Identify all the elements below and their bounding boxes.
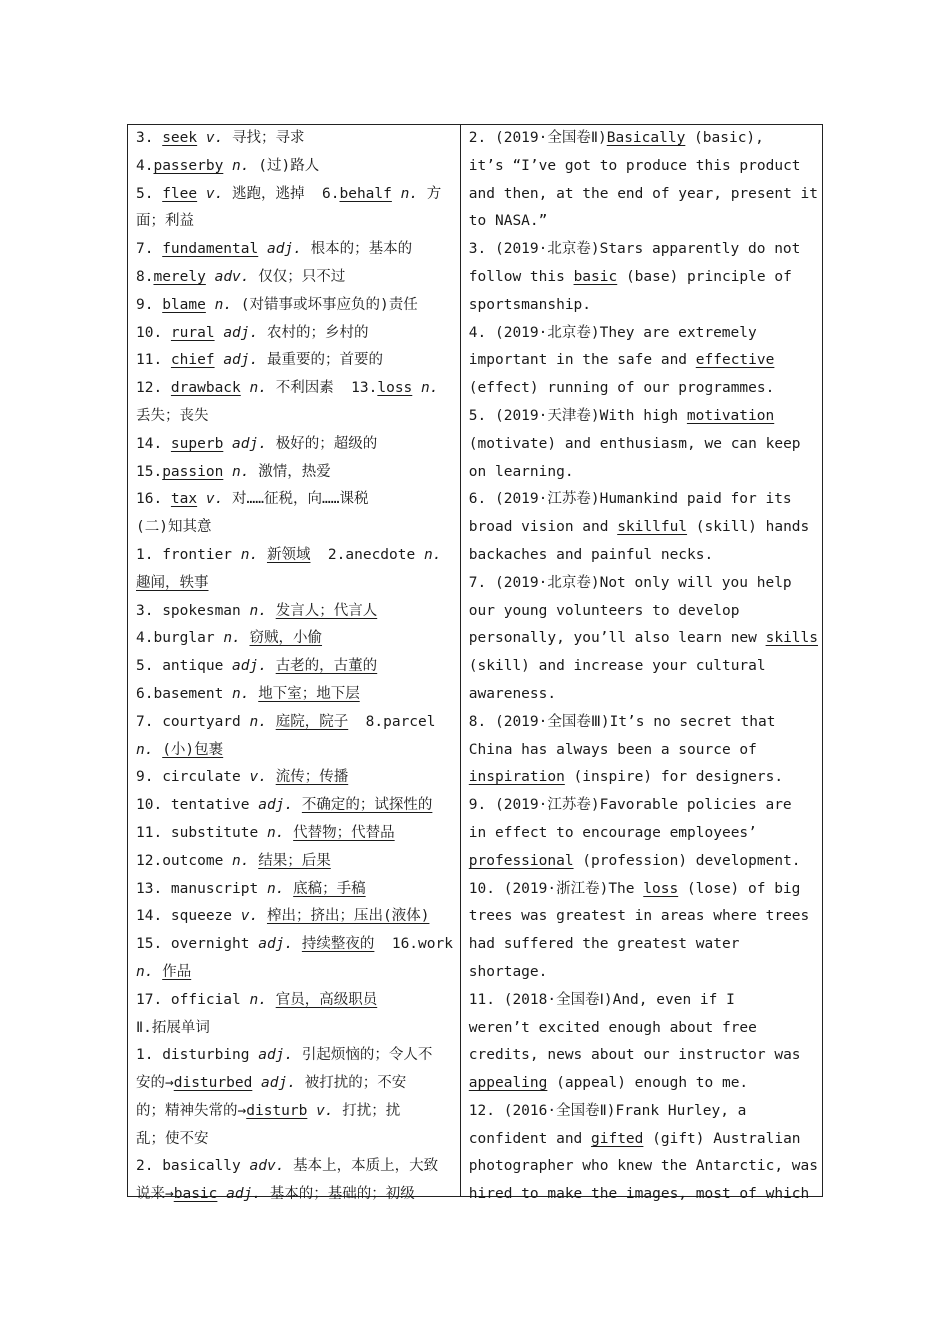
text-segment: 寻找；寻求 <box>223 130 305 146</box>
text-line <box>136 347 456 375</box>
text-line <box>136 959 456 987</box>
text-line <box>136 181 456 209</box>
text-segment <box>412 380 421 396</box>
text-segment: 面；利益 <box>136 213 194 230</box>
text-segment: v. <box>249 769 267 786</box>
text-segment: 极好的；超级的 <box>266 435 378 452</box>
text-line <box>469 876 818 904</box>
answer-text: skillful <box>617 519 688 536</box>
answer-text: 作品 <box>162 963 192 980</box>
text-line <box>469 1070 818 1098</box>
text-line <box>136 820 456 848</box>
text-line <box>469 236 818 264</box>
left-column <box>128 125 461 1203</box>
answer-text: 发言人；代言人 <box>275 602 378 619</box>
text-segment: 引起烦恼的；令人不 <box>293 1047 433 1064</box>
answer-text: loss <box>643 880 679 897</box>
text-segment <box>153 742 162 758</box>
text-line <box>469 403 818 431</box>
text-line <box>136 431 456 459</box>
text-line <box>469 1181 818 1209</box>
text-segment: 10. <box>136 324 171 341</box>
text-line <box>136 792 456 820</box>
text-segment: 根本的；基本的 <box>301 241 413 258</box>
text-segment: 2. (2019·全国卷Ⅱ) <box>468 130 607 146</box>
text-segment: (lose) of big <box>678 880 801 897</box>
answer-text: disturbed <box>173 1075 253 1092</box>
text-segment: n. <box>136 963 154 980</box>
text-segment: n. <box>214 296 233 313</box>
text-segment: (profession) development. <box>573 852 801 869</box>
text-segment: 3. <box>136 130 163 146</box>
text-line <box>469 1015 818 1043</box>
text-segment <box>307 1103 316 1119</box>
answer-text: motivation <box>686 407 775 424</box>
text-line <box>469 431 818 459</box>
text-line <box>469 681 818 709</box>
text-segment: 2.anecdote <box>310 546 424 563</box>
text-segment <box>258 547 267 563</box>
text-line <box>136 681 456 709</box>
text-line <box>136 1126 456 1154</box>
text-line <box>469 820 818 848</box>
text-segment: 打扰；扰 <box>333 1102 401 1119</box>
text-segment: 9. circulate <box>136 769 250 786</box>
text-segment: 10. (2019·浙江卷)The <box>468 880 644 897</box>
text-segment: n. <box>223 630 241 647</box>
text-line <box>469 514 818 542</box>
text-segment: n. <box>249 991 267 1008</box>
answer-text: flee <box>162 185 198 202</box>
text-segment: 安的→ <box>136 1075 174 1092</box>
text-line <box>136 903 456 931</box>
text-segment: adv. <box>249 1158 285 1175</box>
answer-text: passerby <box>153 157 224 174</box>
text-segment: 16. <box>136 491 171 508</box>
text-segment <box>267 992 276 1008</box>
text-segment: 10. tentative <box>136 797 259 814</box>
text-segment: v. <box>240 908 259 925</box>
answer-text: 庭院，院子 <box>275 713 349 730</box>
text-segment <box>215 352 224 368</box>
text-line <box>136 514 456 542</box>
text-segment: 方 <box>418 185 442 202</box>
answer-text: 新领域 <box>266 546 311 563</box>
text-segment: 基本的；基础的；初级 <box>261 1186 415 1203</box>
text-segment <box>197 491 206 507</box>
text-segment: 12.outcome <box>136 852 233 869</box>
text-segment: 最重要的；首要的 <box>258 352 383 369</box>
text-segment <box>241 630 250 646</box>
text-segment <box>197 186 206 202</box>
text-line <box>136 125 456 153</box>
text-line <box>136 1153 456 1181</box>
text-line <box>136 1181 456 1209</box>
text-line <box>136 764 456 792</box>
text-segment: it’s “I’ve got to produce this product <box>468 157 801 174</box>
text-segment: 5. (2019·天津卷)With high <box>468 407 687 424</box>
text-segment: (effect) running of our programmes. <box>468 380 775 397</box>
text-segment: 1. frontier <box>136 546 241 563</box>
text-segment: 4.burglar <box>136 630 224 647</box>
text-segment: (base) principle of <box>617 268 792 285</box>
text-line <box>469 792 818 820</box>
answer-text: fundamental <box>162 241 259 258</box>
text-segment: 9. <box>136 296 163 313</box>
text-line <box>469 764 818 792</box>
text-line <box>136 737 456 765</box>
answer-text: merely <box>153 268 206 285</box>
text-segment: and then, at the end of year, present it <box>468 185 818 202</box>
text-segment: n. <box>266 824 285 841</box>
text-segment: 13. manuscript <box>136 880 267 897</box>
text-segment: 说来→ <box>136 1186 174 1203</box>
answer-text: 榨出；挤出；压出(液体) <box>266 908 430 925</box>
text-segment <box>223 464 232 480</box>
text-segment <box>206 269 215 285</box>
text-line <box>469 320 818 348</box>
answer-text: 趣闻，轶事 <box>136 574 209 591</box>
text-segment: 14. squeeze <box>136 908 241 925</box>
text-segment: 不利因素 13. <box>266 380 378 397</box>
answer-text: behalf <box>339 185 392 202</box>
text-segment: awareness. <box>468 685 557 702</box>
text-segment: 基本上，本质上，大致 <box>284 1158 439 1175</box>
text-segment: (对错事或坏事应负的)责任 <box>232 296 418 313</box>
text-segment: hired to make the images, most of which <box>468 1186 810 1203</box>
answer-text: tax <box>170 491 198 508</box>
text-segment: follow this <box>468 268 574 285</box>
answer-text: 地下室；地下层 <box>258 685 360 702</box>
text-segment <box>250 853 259 869</box>
text-segment: 6. (2019·江苏卷)Humankind paid for its <box>468 491 792 508</box>
text-segment: v. <box>205 130 224 146</box>
answer-text: Basically <box>606 130 686 146</box>
text-segment: on learning. <box>468 463 574 480</box>
answer-text: (小)包裹 <box>162 741 224 758</box>
text-segment <box>223 436 232 452</box>
text-segment: n. <box>400 185 419 202</box>
text-segment: (appeal) enough to me. <box>547 1075 749 1092</box>
text-segment: 农村的；乡村的 <box>258 324 369 341</box>
text-line <box>469 570 818 598</box>
text-segment: adj. <box>261 1075 296 1092</box>
text-segment <box>293 936 302 952</box>
text-segment: n. <box>240 546 259 563</box>
text-segment: 15. <box>136 463 163 480</box>
answer-text: basic <box>573 268 618 285</box>
text-segment: photographer who knew the Antarctic, was <box>468 1158 818 1175</box>
text-line <box>469 653 818 681</box>
text-line <box>136 1042 456 1070</box>
text-segment: broad vision and <box>468 519 618 536</box>
answer-text: 不确定的；试探性的 <box>301 797 433 814</box>
text-segment: 5. antique <box>136 658 233 675</box>
text-segment <box>293 797 302 813</box>
text-line <box>469 931 818 959</box>
text-segment: 4. (2019·北京卷)They are extremely <box>468 324 757 341</box>
text-segment <box>267 658 276 674</box>
text-segment: 5. <box>136 185 163 202</box>
answer-text: 流传；传播 <box>275 769 349 786</box>
text-segment: 7. <box>136 241 163 258</box>
text-segment: (过)路人 <box>249 157 320 174</box>
text-segment: v. <box>205 185 224 202</box>
answer-text: superb <box>170 435 224 452</box>
text-segment: (skill) hands <box>687 519 810 536</box>
text-segment: personally, you’ll also learn new <box>468 630 766 647</box>
text-line <box>469 1126 818 1154</box>
text-segment <box>215 325 224 341</box>
text-line <box>136 625 456 653</box>
text-segment: sportsmanship. <box>468 296 592 313</box>
answer-text: skills <box>765 630 818 647</box>
text-line <box>469 1153 818 1181</box>
text-line <box>136 848 456 876</box>
text-segment <box>241 380 250 396</box>
text-segment <box>252 1075 261 1091</box>
text-line <box>469 709 818 737</box>
text-line <box>136 403 456 431</box>
text-segment: 9. (2019·江苏卷)Favorable policies are <box>468 797 792 814</box>
answer-text: rural <box>170 324 215 341</box>
text-segment: 逃跑，逃掉 6. <box>223 185 340 202</box>
answer-text: inspiration <box>468 769 565 786</box>
text-segment: in effect to encourage employees’ <box>468 824 757 841</box>
text-segment: Ⅱ.拓展单词 <box>136 1019 210 1036</box>
text-segment: n. <box>232 157 250 174</box>
text-segment: n. <box>249 602 267 619</box>
text-segment: adv. <box>214 268 250 285</box>
text-segment: 12. <box>136 380 171 397</box>
text-line <box>136 570 456 598</box>
text-line <box>469 181 818 209</box>
text-line <box>469 375 818 403</box>
text-segment: 乱；使不安 <box>136 1130 209 1147</box>
text-segment: 12. (2016·全国卷Ⅱ)Frank Hurley, a <box>468 1102 747 1119</box>
text-line <box>469 459 818 487</box>
text-line <box>469 959 818 987</box>
text-segment <box>267 769 276 785</box>
answer-text: drawback <box>170 380 241 397</box>
text-segment: 8. (2019·全国卷Ⅲ)It’s no secret that <box>468 713 776 730</box>
text-segment: adj. <box>258 1047 294 1064</box>
answer-text: 窃贼，小偷 <box>249 630 323 647</box>
text-line <box>136 1098 456 1126</box>
answer-text: 古老的，古董的 <box>275 658 378 675</box>
text-segment: 4. <box>136 157 154 174</box>
text-segment: shortage. <box>468 963 548 980</box>
text-line <box>469 903 818 931</box>
text-segment <box>284 825 293 841</box>
text-segment: n. <box>423 546 442 563</box>
text-segment: to NASA.” <box>468 213 548 230</box>
text-segment: backaches and painful necks. <box>468 546 714 563</box>
text-segment: adj. <box>258 797 294 814</box>
text-line <box>136 598 456 626</box>
text-segment: credits, news about our instructor was <box>468 1047 801 1064</box>
text-line <box>136 1070 456 1098</box>
text-line <box>136 653 456 681</box>
text-segment: (二)知其意 <box>136 519 212 536</box>
text-segment: 3. (2019·北京卷)Stars apparently do not <box>468 241 801 258</box>
answer-text: 结果；后果 <box>258 852 331 869</box>
text-line <box>136 486 456 514</box>
answer-text: blame <box>162 296 206 313</box>
text-segment: n. <box>266 880 285 897</box>
text-segment: 8.parcel <box>348 713 436 730</box>
text-segment: 1. disturbing <box>136 1047 259 1064</box>
text-segment: 对……征税，向……课税 <box>223 491 369 508</box>
text-line <box>136 375 456 403</box>
vocabulary-table <box>127 124 823 1203</box>
text-segment: n. <box>232 852 250 869</box>
text-line <box>136 459 456 487</box>
text-segment: n. <box>249 380 267 397</box>
text-line <box>469 625 818 653</box>
text-segment: 14. <box>136 435 171 452</box>
answer-text: 持续整夜的 <box>301 936 375 953</box>
text-segment: 11. substitute <box>136 824 267 841</box>
text-segment: 16.work <box>374 936 453 953</box>
text-segment: v. <box>205 491 224 508</box>
answer-text: 底稿；手稿 <box>293 880 366 897</box>
text-segment: adj. <box>266 241 302 258</box>
answer-text: basic <box>173 1186 218 1203</box>
text-line <box>136 236 456 264</box>
answer-text: disturb <box>246 1102 308 1119</box>
text-line <box>136 264 456 292</box>
text-segment: weren’t excited enough about free <box>468 1019 757 1036</box>
answer-text: chief <box>170 352 215 369</box>
text-segment: 丢失；丧失 <box>136 407 209 424</box>
answer-text: passion <box>162 463 224 480</box>
text-line <box>469 125 818 153</box>
text-line <box>469 264 818 292</box>
text-segment: 的；精神失常的→ <box>136 1102 247 1119</box>
text-segment: adj. <box>223 352 259 369</box>
text-line <box>469 1098 818 1126</box>
text-line <box>136 320 456 348</box>
text-line <box>469 737 818 765</box>
answer-text: loss <box>377 380 413 397</box>
text-segment: 被打扰的；不安 <box>295 1075 407 1092</box>
text-segment <box>267 714 276 730</box>
text-segment: n. <box>421 380 439 397</box>
text-segment <box>284 881 293 897</box>
text-segment: n. <box>249 713 267 730</box>
text-line <box>469 987 818 1015</box>
text-segment: (motivate) and enthusiasm, we can keep <box>468 435 801 452</box>
text-segment <box>258 241 267 257</box>
text-segment: 2. basically <box>136 1158 250 1175</box>
text-line <box>136 931 456 959</box>
text-segment <box>153 964 162 980</box>
answer-text: appealing <box>468 1075 548 1092</box>
answer-text: 代替物；代替品 <box>293 824 395 841</box>
text-line <box>469 347 818 375</box>
text-segment: n. <box>136 741 154 758</box>
text-segment: (inspire) for designers. <box>564 769 784 786</box>
text-segment <box>250 686 259 702</box>
text-segment: 17. official <box>136 991 250 1008</box>
text-segment: v. <box>316 1102 334 1119</box>
text-line <box>136 208 456 236</box>
text-segment <box>197 130 206 146</box>
text-segment: n. <box>232 685 250 702</box>
text-line <box>469 486 818 514</box>
text-line <box>469 153 818 181</box>
text-segment: (skill) and increase your cultural <box>468 658 766 675</box>
text-line <box>469 542 818 570</box>
text-segment: adj. <box>258 936 294 953</box>
text-segment: 6.basement <box>136 685 233 702</box>
right-column <box>461 125 822 1203</box>
text-segment: China has always been a source of <box>468 741 757 758</box>
answer-text: gifted <box>591 1130 644 1147</box>
text-line <box>469 848 818 876</box>
text-segment: 8. <box>136 268 154 285</box>
text-segment: adj. <box>223 324 259 341</box>
text-segment: 仅仅；只不过 <box>249 268 346 285</box>
text-segment: our young volunteers to develop <box>468 602 740 619</box>
text-segment <box>223 158 232 174</box>
text-line <box>469 1042 818 1070</box>
answer-text: 官员，高级职员 <box>275 991 378 1008</box>
answer-text: seek <box>162 130 198 146</box>
answer-text: professional <box>468 852 574 869</box>
text-segment: adj. <box>232 658 267 675</box>
text-segment <box>258 908 267 924</box>
text-line <box>136 1015 456 1043</box>
text-segment: (gift) Australian <box>643 1130 801 1147</box>
text-segment <box>267 603 276 619</box>
text-segment <box>217 1186 226 1202</box>
text-segment: confident and <box>468 1130 592 1147</box>
text-segment <box>206 297 215 313</box>
text-segment: trees was greatest in areas where trees <box>468 908 810 925</box>
text-segment: 15. overnight <box>136 936 259 953</box>
text-segment: 3. spokesman <box>136 602 250 619</box>
text-segment: n. <box>232 463 250 480</box>
text-line <box>469 598 818 626</box>
text-segment: had suffered the greatest water <box>468 936 740 953</box>
answer-text: effective <box>695 352 775 369</box>
text-segment: adj. <box>226 1186 262 1203</box>
text-segment: 11. (2018·全国卷Ⅰ)And, even if I <box>468 991 735 1008</box>
text-segment: 11. <box>136 352 171 369</box>
text-segment <box>392 186 401 202</box>
text-line <box>136 292 456 320</box>
text-segment: important in the safe and <box>468 352 696 369</box>
text-line <box>469 292 818 320</box>
text-segment: 7. courtyard <box>136 713 250 730</box>
text-line <box>469 208 818 236</box>
text-segment: (basic), <box>685 130 764 146</box>
text-line <box>136 153 456 181</box>
text-line <box>136 987 456 1015</box>
text-line <box>136 709 456 737</box>
text-line <box>136 542 456 570</box>
text-line <box>136 876 456 904</box>
text-segment: adj. <box>232 435 267 452</box>
text-segment: 7. (2019·北京卷)Not only will you help <box>468 574 792 591</box>
text-segment: 激情，热爱 <box>249 463 331 480</box>
